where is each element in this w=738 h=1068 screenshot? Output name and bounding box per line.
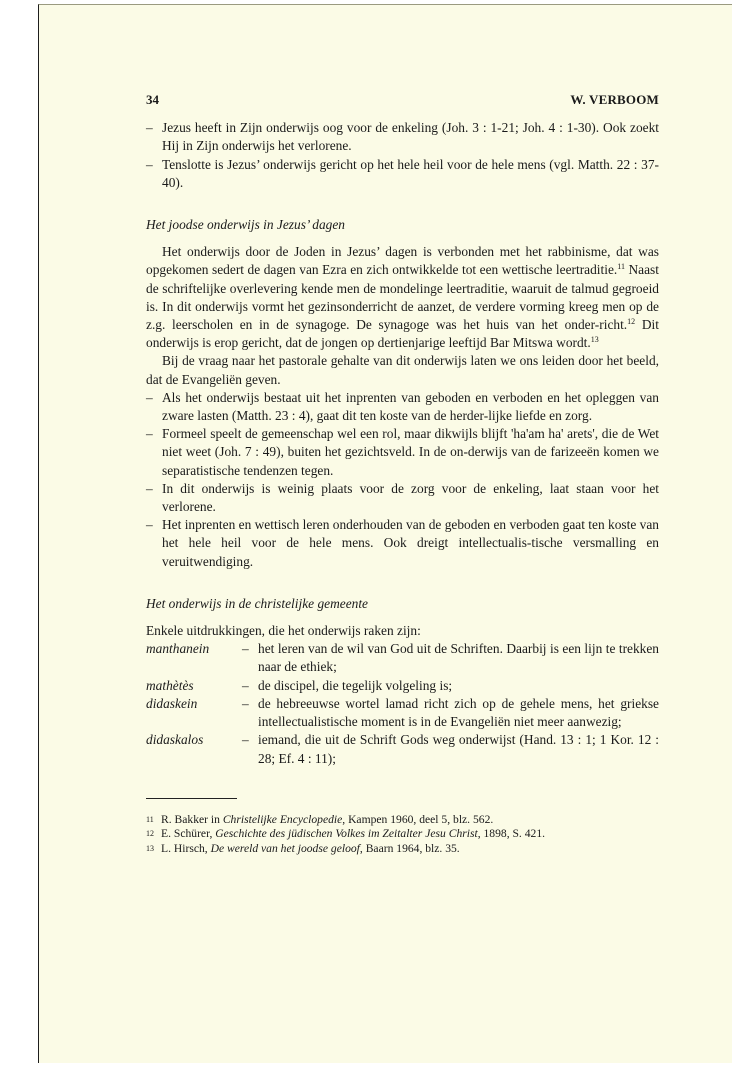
footnote-13 (146, 842, 659, 857)
footnote-divider (146, 798, 237, 799)
list-item (146, 516, 659, 571)
dash-marker: – (242, 732, 249, 748)
list-item (146, 425, 659, 480)
footnote-text (161, 827, 545, 842)
term-manthanein: manthanein (146, 641, 210, 657)
footnote-title: Geschichte des jüdischen Volkes im Zeitalter Jesu Christ (215, 827, 478, 841)
term-definition: de discipel, die tegelijk volgeling is; (258, 677, 453, 693)
footnote-title: Christelijke Encyclopedie (222, 812, 343, 826)
paragraph-text: Naast de schriftelijke overlevering kende men de mondelinge leertraditie, waaruit de talmud gegroeid is. In dit onderwijs vormt het gezinsonderricht de aanzet, de verdere vorming kreeg men op de z.g. leerscholen en in de synagoge. De synagoge was het huis van het onder-richt. (146, 262, 659, 333)
dash-marker: – (146, 480, 153, 496)
paragraph-pastorale-gehalte: Bij de vraag naar het pastorale gehalte van dit onderwijs laten we ons leiden door het beeld, dat de Evangeliën geven. (146, 353, 659, 387)
footnote-details: , Kampen 1960, deel 5, blz. 562. (342, 812, 494, 826)
footnote-text (161, 842, 460, 857)
intro-bullet-list (146, 119, 659, 192)
dash-marker: – (146, 120, 153, 136)
terms-intro: Enkele uitdrukkingen, die het onderwijs raken zijn: (146, 623, 421, 639)
footnote-details: , Baarn 1964, blz. 35. (359, 841, 460, 855)
section-heading-christelijke-gemeente: Het onderwijs in de christelijke gemeente (146, 595, 368, 611)
term-definition: het leren van de wil van God uit de Schriften. Daarbij is een lijn te trekken naar de ethiek; (258, 641, 659, 675)
page-number: 34 (146, 92, 159, 107)
dash-marker: – (242, 641, 249, 657)
footnote-11 (146, 813, 659, 828)
term-mathetes: mathètès (146, 677, 194, 693)
dash-marker: – (146, 426, 153, 442)
footnote-number: 11 (146, 814, 154, 824)
list-item (146, 156, 659, 192)
footnote-ref-13[interactable]: 13 (590, 335, 599, 345)
term-definition: de hebreeuwse wortel lamad richt zich op de gehele mens, het griekse intellectualistische moment is in de Evangeliën niet meer aanwezig; (258, 695, 659, 730)
list-item-text: Tenslotte is Jezus’ onderwijs gericht op het hele heil voor de hele mens (vgl. Matth. 22 : 37-40). (162, 156, 659, 190)
dash-marker: – (242, 695, 249, 711)
footnote-text (161, 813, 493, 828)
dash-marker: – (242, 677, 249, 693)
footnote-12 (146, 827, 659, 842)
book-page (38, 4, 732, 1063)
list-item-text: Het inprenten en wettisch leren onderhouden van de geboden en verboden gaat ten koste van het hele heil voor de hele mens. Ook dreigt intellectualis-tische versmalling en veruitwendiging. (162, 517, 659, 569)
footnote-author: R. Bakker in (161, 812, 223, 826)
footnote-ref-12[interactable]: 12 (627, 317, 636, 327)
list-item-text: Als het onderwijs bestaat uit het inprenten van geboden en verboden en het opleggen van zware lasten (Matth. 23 : 4), gaat dit ten koste van de herder-lijke liefde en zorg. (162, 389, 659, 424)
running-header (146, 91, 659, 109)
list-item (146, 119, 659, 155)
dash-marker: – (146, 156, 153, 172)
page-content (146, 91, 659, 856)
footnotes (146, 813, 659, 857)
footnote-author: L. Hirsch, (161, 841, 211, 855)
dash-marker: – (146, 517, 153, 533)
list-item-text: In dit onderwijs is weinig plaats voor de zorg voor de enkeling, laat staan voor het verlorene. (162, 480, 659, 515)
list-item (146, 480, 659, 516)
term-definition: iemand, die uit de Schrift Gods weg onderwijst (Hand. 13 : 1; 1 Kor. 12 : 28; Ef. 4 : 11); (258, 732, 659, 766)
term-didaskalos: didaskalos (146, 732, 204, 748)
paragraph-rabbinisme (146, 243, 659, 352)
list-item-text: Formeel speelt de gemeenschap wel een rol, maar dikwijls blijft 'ha'am ha' arets', die de Wet niet weet (Joh. 7 : 49), buiten het gezichtsveld. In de on-derwijs van de farizeeën komen we separatistische tendenzen tegen. (162, 426, 659, 478)
footnote-number: 13 (146, 843, 154, 853)
terms-list (146, 640, 659, 767)
paragraph-text: Dit onderwijs is erop gericht, dat de jongen op dertienjarige leeftijd Bar Mitswa wordt. (146, 317, 659, 351)
footnote-ref-11[interactable]: 11 (617, 262, 625, 272)
list-item (146, 389, 659, 425)
running-author: W. VERBOOM (570, 92, 659, 107)
list-item-text: Jezus heeft in Zijn onderwijs oog voor de enkeling (Joh. 3 : 1-21; Joh. 4 : 1-30). Ook zoekt Hij in Zijn onderwijs het verlorene. (162, 120, 659, 154)
term-didaskein: didaskein (146, 695, 198, 711)
critique-bullet-list (146, 389, 659, 571)
footnote-title: De wereld van het joodse geloof (210, 841, 360, 855)
footnote-author: E. Schürer, (161, 827, 216, 841)
dash-marker: – (146, 389, 153, 405)
footnote-number: 12 (146, 829, 154, 839)
footnote-details: , 1898, S. 421. (477, 827, 546, 841)
paragraph-text: Het onderwijs door de Joden in Jezus’ dagen is verbonden met het rabbinisme, dat was opgekomen sedert de dagen van Ezra en zich ontwikkelde tot een wettische leertraditie. (146, 244, 659, 278)
section-heading-joodse-onderwijs: Het joodse onderwijs in Jezus’ dagen (146, 217, 345, 233)
